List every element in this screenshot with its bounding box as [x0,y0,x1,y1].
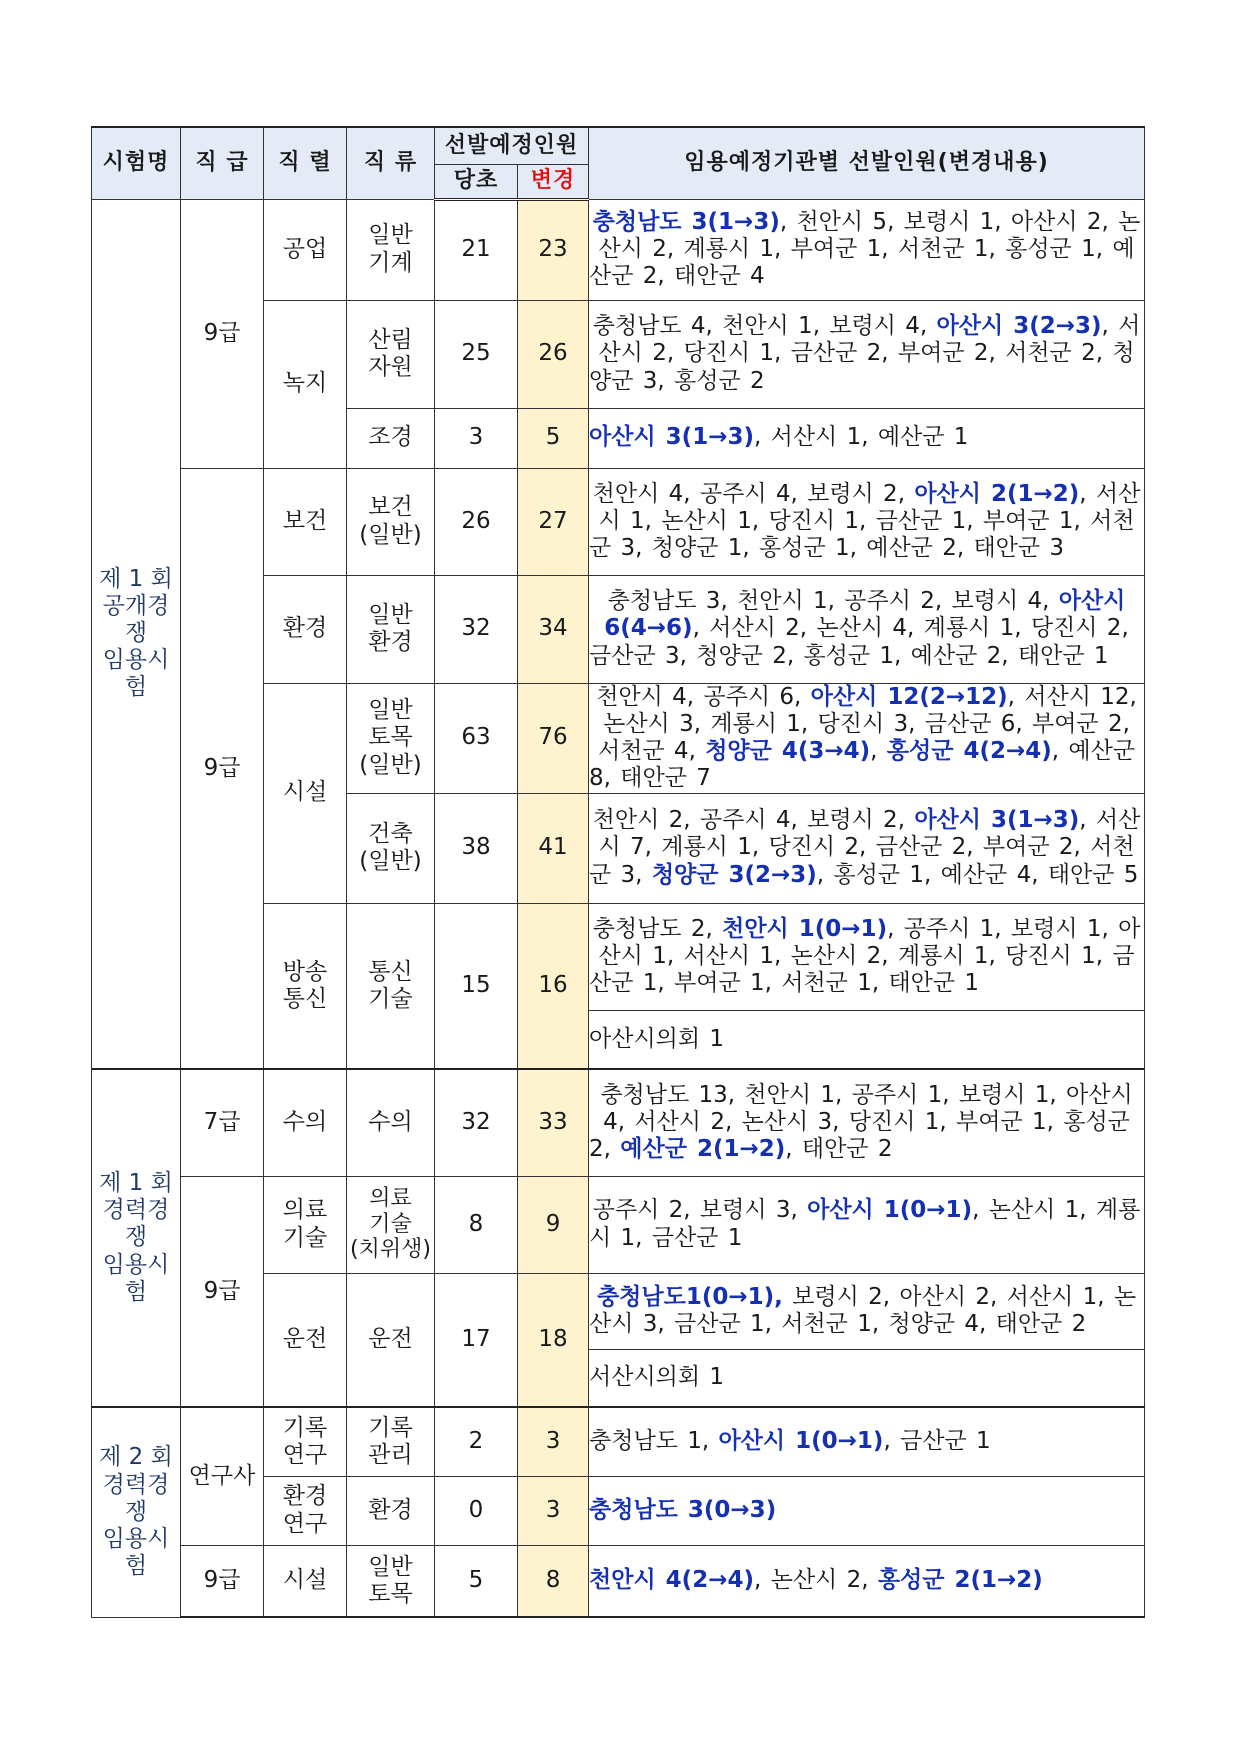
allocation-text: , 서산시 2, 논산시 4, 계룡시 1, 당진시 2, 금산군 3, 청양군 2, 홍성군 1, 예산군 2, 태안군 1 [589,615,1129,669]
allocation-cell [589,1176,1145,1273]
class-cell: 환경 [347,1476,435,1545]
grade-cell: 9급 [181,1176,264,1407]
original-count: 3 [435,408,518,468]
changed-allocation-text: 아산시 3(2→3) [936,313,1102,340]
series-cell: 방송 통신 [264,903,347,1069]
changed-allocation-text: 충청남도1(0→1), [596,1283,783,1310]
header-class: 직 류 [347,127,435,199]
allocation-cell [589,575,1145,683]
series-cell: 공업 [264,199,347,300]
changed-count: 3 [518,1407,589,1476]
allocation-text: , 논산시 2, [753,1567,878,1594]
series-cell: 운전 [264,1273,347,1407]
class-cell: 건축 (일반) [347,793,435,903]
exam-name-3: 제 2 회 경력경쟁 임용시험 [92,1407,181,1617]
allocation-text: , 논산시 1, 계룡시 1, 금산군 1 [589,1197,1141,1251]
original-count: 5 [435,1545,518,1617]
allocation-text: 천안시 2, 공주시 4, 보령시 2, [592,807,915,834]
allocation-text: , 예산군 8, 태안군 7 [589,738,1136,792]
changed-allocation-text: 아산시 2(1→2) [914,480,1080,507]
changed-allocation-text: 홍성군 2(1→2) [877,1567,1043,1594]
allocation-text: 보령시 2, 아산시 2, 서산시 1, 논산시 3, 금산군 1, 서천군 1, 청양군 4, 태안군 2 [589,1283,1137,1337]
allocation-cell [589,1273,1145,1349]
changed-count: 3 [518,1476,589,1545]
allocation-text: 충청남도 3, 천안시 1, 공주시 2, 보령시 4, [607,588,1059,615]
original-count: 8 [435,1176,518,1273]
allocation-cell [589,1349,1145,1407]
original-count: 25 [435,300,518,408]
changed-allocation-text: 아산시 1(0→1) [807,1197,973,1224]
series-cell: 의료 기술 [264,1176,347,1273]
original-count: 15 [435,903,518,1069]
class-cell: 기록 관리 [347,1407,435,1476]
allocation-text: , 천안시 5, 보령시 1, 아산시 2, 논산시 2, 계룡시 1, 부여군 1, 서천군 1, 홍성군 1, 예산군 2, 태안군 4 [589,208,1141,290]
class-cell: 통신 기술 [347,903,435,1069]
class-cell: 일반 토목 [347,1545,435,1617]
changed-allocation-text: 청양군 3(2→3) [651,861,817,888]
changed-allocation-text: 예산군 2(1→2) [620,1136,786,1163]
changed-count: 33 [518,1069,589,1176]
original-count: 38 [435,793,518,903]
class-cell: 산림 자원 [347,300,435,408]
changed-allocation-text: 청양군 4(3→4) [705,738,871,764]
allocation-text: , 공주시 1, 보령시 1, 아산시 1, 서산시 1, 논산시 2, 계룡시 1, 당진시 1, 금산군 1, 부여군 1, 서천군 1, 태안군 1 [589,915,1141,997]
grade-cell: 연구사 [181,1407,264,1545]
original-count: 32 [435,575,518,683]
series-cell: 기록 연구 [264,1407,347,1476]
changed-allocation-text: 천안시 4(2→4) [589,1567,754,1594]
changed-count: 16 [518,903,589,1069]
class-cell: 보건 (일반) [347,468,435,575]
allocation-text: 서산시의회 1 [589,1364,725,1391]
changed-count: 9 [518,1176,589,1273]
series-cell: 환경 [264,575,347,683]
allocation-text: 충청남도 13, 천안시 1, 공주시 1, 보령시 1, 아산시 4, 서산시 2, 논산시 3, 당진시 1, 부여군 1, 홍성군 2, [589,1082,1133,1163]
allocation-cell [589,1476,1145,1545]
allocation-cell [589,903,1145,1010]
changed-allocation-text: 아산시 12(2→12) [810,683,1008,710]
original-count: 0 [435,1476,518,1545]
changed-allocation-text: 아산시 6(4→6) [604,588,1126,642]
exam-name-2: 제 1 회 경력경쟁 임용시험 [92,1069,181,1407]
changed-count: 18 [518,1273,589,1407]
allocation-cell [589,300,1145,408]
class-cell: 조경 [347,408,435,468]
class-cell: 운전 [347,1273,435,1407]
allocation-text: , 태안군 2 [785,1136,893,1163]
original-count: 21 [435,199,518,300]
changed-allocation-text: 아산시 3(1→3) [914,807,1080,834]
class-cell: 의료 기술 (치위생) [347,1176,435,1273]
allocation-cell [589,1069,1145,1176]
original-count: 26 [435,468,518,575]
grade-cell: 7급 [181,1069,264,1176]
allocation-cell [589,1010,1145,1069]
header-allocation: 임용예정기관별 선발인원(변경내용) [589,127,1145,199]
allocation-text: , 금산군 1 [883,1428,991,1455]
allocation-text: 천안시 4, 공주시 4, 보령시 2, [592,480,915,507]
allocation-text: , 홍성군 1, 예산군 4, 태안군 5 [816,861,1139,888]
class-cell: 일반 환경 [347,575,435,683]
original-count: 32 [435,1069,518,1176]
allocation-cell [589,683,1145,793]
changed-allocation-text: 아산시 3(1→3) [589,424,754,451]
original-count: 63 [435,683,518,793]
allocation-text: , [870,738,887,764]
allocation-cell [589,199,1145,300]
changed-allocation-text: 아산시 1(0→1) [718,1428,884,1455]
changed-count: 26 [518,300,589,408]
original-count: 17 [435,1273,518,1407]
allocation-text: , 서산시 1, 논산시 1, 당진시 1, 금산군 1, 부여군 1, 서천군 3, 청양군 1, 홍성군 1, 예산군 2, 태안군 3 [589,480,1141,562]
changed-count: 34 [518,575,589,683]
header-grade: 직 급 [181,127,264,199]
changed-count: 8 [518,1545,589,1617]
grade-cell: 9급 [181,1545,264,1617]
recruitment-table [91,126,1145,1618]
header-original: 당초 [435,164,518,199]
allocation-text: 충청남도 4, 천안시 1, 보령시 4, [592,313,937,340]
changed-count: 41 [518,793,589,903]
changed-allocation-text: 충청남도 3(1→3) [592,208,780,235]
changed-count: 27 [518,468,589,575]
allocation-cell [589,468,1145,575]
changed-count: 5 [518,408,589,468]
header-series: 직 렬 [264,127,347,199]
allocation-text: 충청남도 1, [589,1428,719,1455]
header-changed: 변경 [518,164,589,199]
series-cell: 수의 [264,1069,347,1176]
class-cell: 수의 [347,1069,435,1176]
header-planned: 선발예정인원 [435,127,589,164]
allocation-text: , 서산시 1, 예산군 1 [753,424,969,451]
allocation-cell [589,1545,1145,1617]
changed-allocation-text: 충청남도 3(0→3) [589,1496,777,1523]
grade-cell: 9급 [181,468,264,1069]
changed-allocation-text: 천안시 1(0→1) [722,915,888,942]
series-cell: 녹지 [264,300,347,468]
allocation-cell [589,1407,1145,1476]
allocation-text: 충청남도 2, [592,915,723,942]
class-cell: 일반 토목 (일반) [347,683,435,793]
allocation-text: , 서산시 7, 계룡시 1, 당진시 2, 금산군 2, 부여군 2, 서천군 3, [589,807,1141,888]
header-exam: 시험명 [92,127,181,199]
allocation-cell [589,793,1145,903]
grade-cell: 9급 [181,199,264,468]
series-cell: 보건 [264,468,347,575]
series-cell: 시설 [264,683,347,903]
exam-name-1: 제 1 회 공개경쟁 임용시험 [92,199,181,1069]
series-cell: 환경 연구 [264,1476,347,1545]
allocation-text: 천안시 4, 공주시 6, [596,683,811,710]
allocation-text: , 서산시 12, 논산시 3, 계룡시 1, 당진시 3, 금산군 6, 부여군 2, 서천군 4, [597,683,1137,764]
changed-allocation-text: 홍성군 4(2→4) [886,738,1052,764]
changed-count: 76 [518,683,589,793]
series-cell: 시설 [264,1545,347,1617]
original-count: 2 [435,1407,518,1476]
changed-count: 23 [518,199,589,300]
allocation-cell [589,408,1145,468]
allocation-text: 아산시의회 1 [589,1025,725,1052]
class-cell: 일반 기계 [347,199,435,300]
allocation-text: , 서산시 2, 당진시 1, 금산군 2, 부여군 2, 서천군 2, 청양군 3, 홍성군 2 [589,313,1141,394]
allocation-text: 공주시 2, 보령시 3, [592,1197,808,1224]
